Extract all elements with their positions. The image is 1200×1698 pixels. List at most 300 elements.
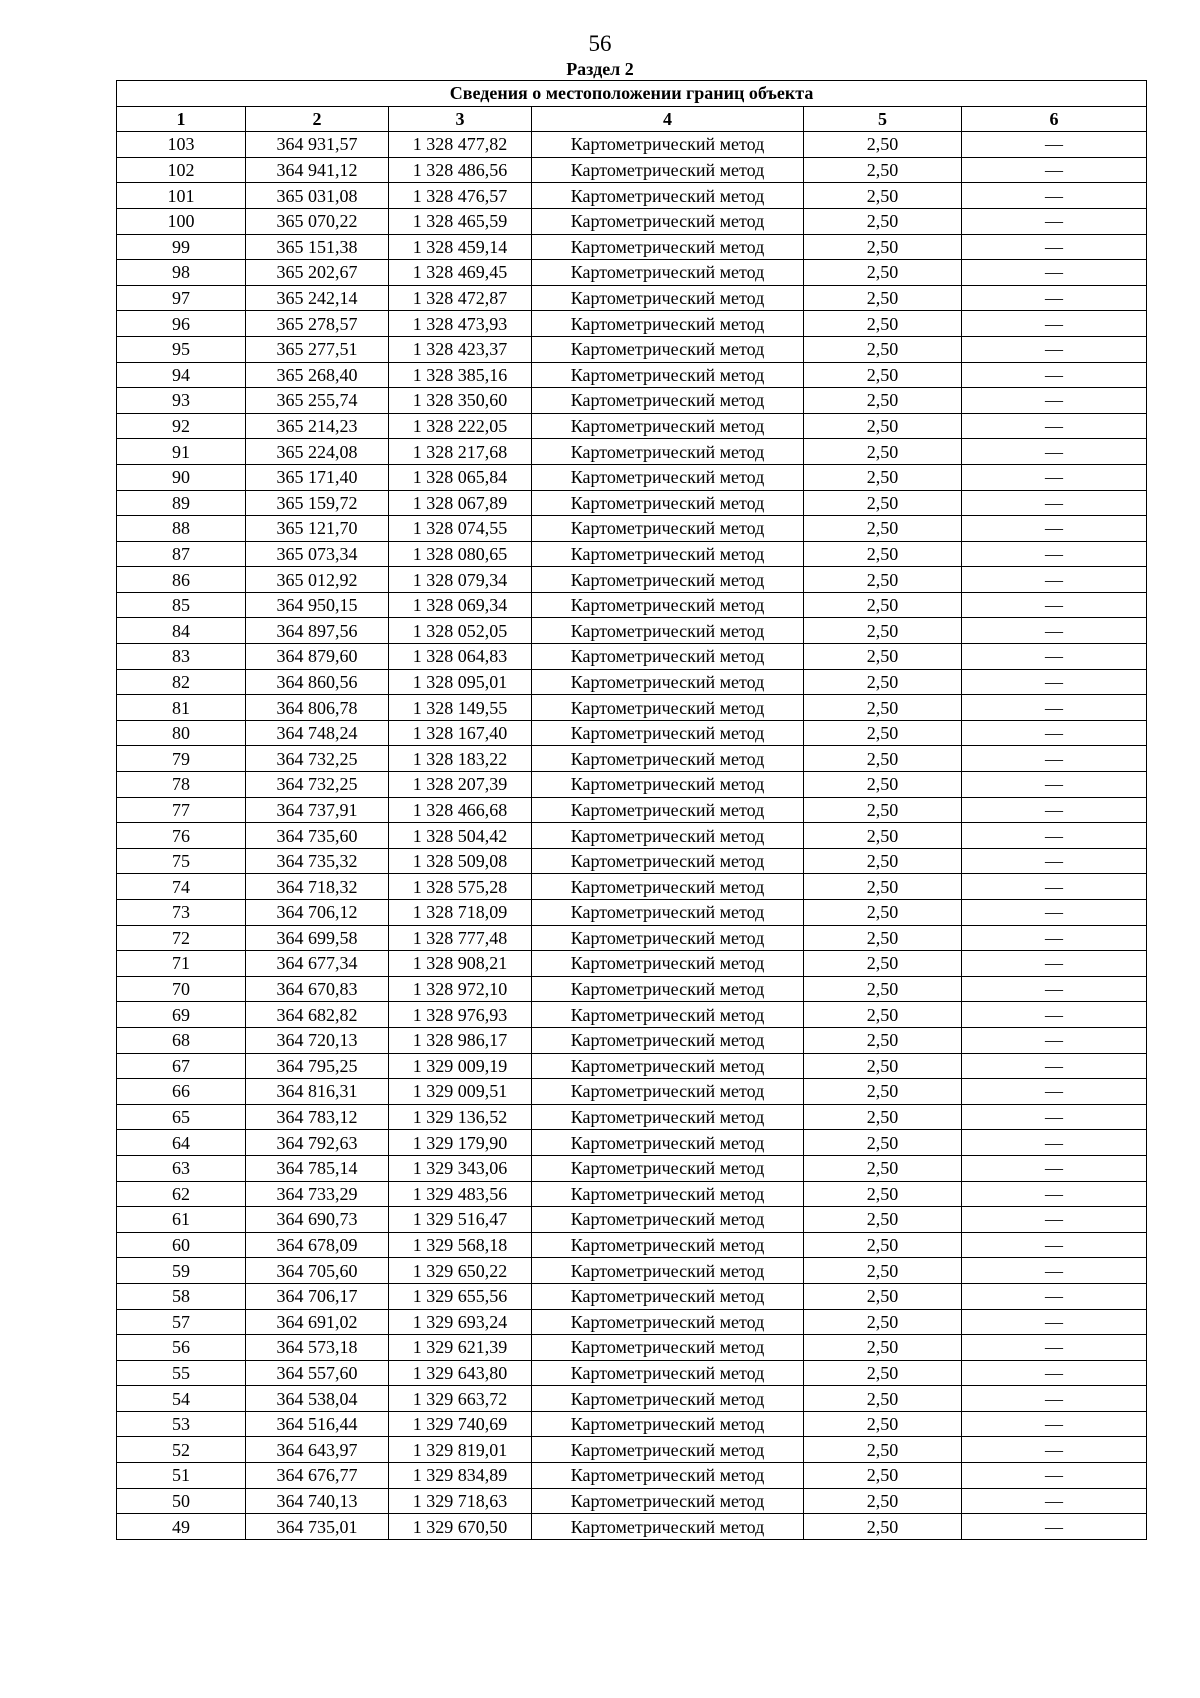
point-number-cell: 83 [117,644,246,670]
y-coordinate-cell: 1 329 516,47 [389,1207,532,1233]
method-cell: Картометрический метод [532,1079,804,1105]
table-row [117,439,1147,465]
accuracy-cell: 2,50 [804,695,962,721]
table-row [117,157,1147,183]
point-number-cell: 69 [117,1002,246,1028]
method-cell: Картометрический метод [532,1437,804,1463]
accuracy-cell: 2,50 [804,362,962,388]
y-coordinate-cell: 1 328 423,37 [389,336,532,362]
point-number-cell: 60 [117,1232,246,1258]
x-coordinate-cell: 365 070,22 [246,208,389,234]
point-number-cell: 55 [117,1360,246,1386]
x-coordinate-cell: 364 931,57 [246,132,389,158]
y-coordinate-cell: 1 328 972,10 [389,976,532,1002]
y-coordinate-cell: 1 328 207,39 [389,772,532,798]
method-cell: Картометрический метод [532,797,804,823]
x-coordinate-cell: 364 792,63 [246,1130,389,1156]
description-cell: — [962,208,1147,234]
accuracy-cell: 2,50 [804,490,962,516]
x-coordinate-cell: 364 718,32 [246,874,389,900]
description-cell: — [962,490,1147,516]
point-number-cell: 90 [117,464,246,490]
y-coordinate-cell: 1 328 466,68 [389,797,532,823]
page-number: 56 [588,31,612,56]
description-cell: — [962,1130,1147,1156]
table-row [117,976,1147,1002]
method-cell: Картометрический метод [532,900,804,926]
point-number-cell: 81 [117,695,246,721]
point-number-cell: 93 [117,388,246,414]
table-row [117,311,1147,337]
column-header: 5 [804,106,962,132]
y-coordinate-cell: 1 329 643,80 [389,1360,532,1386]
description-cell: — [962,1155,1147,1181]
x-coordinate-cell: 364 732,25 [246,746,389,772]
accuracy-cell: 2,50 [804,413,962,439]
y-coordinate-cell: 1 328 476,57 [389,183,532,209]
y-coordinate-cell: 1 329 693,24 [389,1309,532,1335]
accuracy-cell: 2,50 [804,900,962,926]
table-row [117,490,1147,516]
description-cell: — [962,1411,1147,1437]
method-cell: Картометрический метод [532,567,804,593]
point-number-cell: 77 [117,797,246,823]
y-coordinate-cell: 1 328 486,56 [389,157,532,183]
x-coordinate-cell: 364 733,29 [246,1181,389,1207]
table-row [117,746,1147,772]
table-row [117,1053,1147,1079]
method-cell: Картометрический метод [532,1488,804,1514]
method-cell: Картометрический метод [532,1463,804,1489]
method-cell: Картометрический метод [532,1258,804,1284]
method-cell: Картометрический метод [532,644,804,670]
table-row [117,260,1147,286]
y-coordinate-cell: 1 328 079,34 [389,567,532,593]
table-row [117,925,1147,951]
table-row [117,644,1147,670]
point-number-cell: 74 [117,874,246,900]
point-number-cell: 97 [117,285,246,311]
description-cell: — [962,1514,1147,1540]
method-cell: Картометрический метод [532,1411,804,1437]
description-cell: — [962,516,1147,542]
method-cell: Картометрический метод [532,1027,804,1053]
method-cell: Картометрический метод [532,1514,804,1540]
point-number-cell: 98 [117,260,246,286]
y-coordinate-cell: 1 328 504,42 [389,823,532,849]
y-coordinate-cell: 1 328 575,28 [389,874,532,900]
description-cell: — [962,157,1147,183]
accuracy-cell: 2,50 [804,1463,962,1489]
x-coordinate-cell: 364 678,09 [246,1232,389,1258]
method-cell: Картометрический метод [532,618,804,644]
table-row [117,1488,1147,1514]
description-cell: — [962,1232,1147,1258]
table-row [117,183,1147,209]
x-coordinate-cell: 364 670,83 [246,976,389,1002]
x-coordinate-cell: 364 785,14 [246,1155,389,1181]
x-coordinate-cell: 365 268,40 [246,362,389,388]
y-coordinate-cell: 1 329 621,39 [389,1335,532,1361]
accuracy-cell: 2,50 [804,874,962,900]
method-cell: Картометрический метод [532,132,804,158]
point-number-cell: 94 [117,362,246,388]
point-number-cell: 91 [117,439,246,465]
y-coordinate-cell: 1 328 976,93 [389,1002,532,1028]
x-coordinate-cell: 365 012,92 [246,567,389,593]
table-row [117,695,1147,721]
table-row [117,874,1147,900]
point-number-cell: 100 [117,208,246,234]
description-cell: — [962,336,1147,362]
table-row [117,336,1147,362]
description-cell: — [962,925,1147,951]
y-coordinate-cell: 1 329 834,89 [389,1463,532,1489]
table-row [117,388,1147,414]
table-row [117,1027,1147,1053]
point-number-cell: 53 [117,1411,246,1437]
method-cell: Картометрический метод [532,1155,804,1181]
y-coordinate-cell: 1 328 067,89 [389,490,532,516]
y-coordinate-cell: 1 329 819,01 [389,1437,532,1463]
description-cell: — [962,976,1147,1002]
accuracy-cell: 2,50 [804,1360,962,1386]
method-cell: Картометрический метод [532,490,804,516]
x-coordinate-cell: 364 806,78 [246,695,389,721]
point-number-cell: 75 [117,848,246,874]
point-number-cell: 59 [117,1258,246,1284]
table-row [117,464,1147,490]
accuracy-cell: 2,50 [804,1309,962,1335]
description-cell: — [962,644,1147,670]
method-cell: Картометрический метод [532,260,804,286]
description-cell: — [962,823,1147,849]
accuracy-cell: 2,50 [804,1232,962,1258]
y-coordinate-cell: 1 329 663,72 [389,1386,532,1412]
x-coordinate-cell: 364 941,12 [246,157,389,183]
description-cell: — [962,132,1147,158]
y-coordinate-cell: 1 329 718,63 [389,1488,532,1514]
description-cell: — [962,951,1147,977]
accuracy-cell: 2,50 [804,592,962,618]
point-number-cell: 73 [117,900,246,926]
table-row [117,1360,1147,1386]
y-coordinate-cell: 1 329 483,56 [389,1181,532,1207]
method-cell: Картометрический метод [532,746,804,772]
accuracy-cell: 2,50 [804,541,962,567]
description-cell: — [962,1207,1147,1233]
y-coordinate-cell: 1 329 136,52 [389,1104,532,1130]
description-cell: — [962,1386,1147,1412]
table-row [117,951,1147,977]
table-row [117,848,1147,874]
accuracy-cell: 2,50 [804,1130,962,1156]
accuracy-cell: 2,50 [804,1181,962,1207]
description-cell: — [962,1079,1147,1105]
method-cell: Картометрический метод [532,541,804,567]
accuracy-cell: 2,50 [804,1258,962,1284]
x-coordinate-cell: 364 706,12 [246,900,389,926]
point-number-cell: 82 [117,669,246,695]
accuracy-cell: 2,50 [804,132,962,158]
y-coordinate-cell: 1 329 009,51 [389,1079,532,1105]
method-cell: Картометрический метод [532,592,804,618]
y-coordinate-cell: 1 328 986,17 [389,1027,532,1053]
description-cell: — [962,439,1147,465]
accuracy-cell: 2,50 [804,1207,962,1233]
point-number-cell: 88 [117,516,246,542]
x-coordinate-cell: 365 171,40 [246,464,389,490]
x-coordinate-cell: 365 277,51 [246,336,389,362]
accuracy-cell: 2,50 [804,797,962,823]
table-row [117,592,1147,618]
method-cell: Картометрический метод [532,234,804,260]
description-cell: — [962,1053,1147,1079]
x-coordinate-cell: 364 706,17 [246,1283,389,1309]
accuracy-cell: 2,50 [804,260,962,286]
description-cell: — [962,362,1147,388]
y-coordinate-cell: 1 329 650,22 [389,1258,532,1284]
method-cell: Картометрический метод [532,1335,804,1361]
x-coordinate-cell: 364 676,77 [246,1463,389,1489]
method-cell: Картометрический метод [532,208,804,234]
table-row [117,1207,1147,1233]
table-row [117,1232,1147,1258]
x-coordinate-cell: 364 735,60 [246,823,389,849]
y-coordinate-cell: 1 329 740,69 [389,1411,532,1437]
method-cell: Картометрический метод [532,669,804,695]
x-coordinate-cell: 364 643,97 [246,1437,389,1463]
point-number-cell: 76 [117,823,246,849]
table-row [117,1463,1147,1489]
description-cell: — [962,797,1147,823]
y-coordinate-cell: 1 328 065,84 [389,464,532,490]
accuracy-cell: 2,50 [804,464,962,490]
method-cell: Картометрический метод [532,1181,804,1207]
accuracy-cell: 2,50 [804,925,962,951]
accuracy-cell: 2,50 [804,1002,962,1028]
accuracy-cell: 2,50 [804,234,962,260]
table-row [117,823,1147,849]
point-number-cell: 95 [117,336,246,362]
point-number-cell: 65 [117,1104,246,1130]
method-cell: Картометрический метод [532,362,804,388]
column-header: 6 [962,106,1147,132]
method-cell: Картометрический метод [532,1283,804,1309]
accuracy-cell: 2,50 [804,772,962,798]
table-body [117,132,1147,1540]
description-cell: — [962,464,1147,490]
table-row [117,1335,1147,1361]
point-number-cell: 66 [117,1079,246,1105]
y-coordinate-cell: 1 328 477,82 [389,132,532,158]
x-coordinate-cell: 364 677,34 [246,951,389,977]
column-header: 2 [246,106,389,132]
x-coordinate-cell: 365 151,38 [246,234,389,260]
method-cell: Картометрический метод [532,848,804,874]
x-coordinate-cell: 365 159,72 [246,490,389,516]
accuracy-cell: 2,50 [804,951,962,977]
accuracy-cell: 2,50 [804,439,962,465]
description-cell: — [962,900,1147,926]
method-cell: Картометрический метод [532,823,804,849]
y-coordinate-cell: 1 328 509,08 [389,848,532,874]
x-coordinate-cell: 364 735,01 [246,1514,389,1540]
point-number-cell: 63 [117,1155,246,1181]
accuracy-cell: 2,50 [804,848,962,874]
description-cell: — [962,1463,1147,1489]
column-header: 4 [532,106,804,132]
table-row [117,1002,1147,1028]
table-row [117,208,1147,234]
point-number-cell: 99 [117,234,246,260]
table-row [117,1079,1147,1105]
description-cell: — [962,311,1147,337]
method-cell: Картометрический метод [532,874,804,900]
table-row [117,772,1147,798]
table-row [117,541,1147,567]
x-coordinate-cell: 364 735,32 [246,848,389,874]
accuracy-cell: 2,50 [804,1104,962,1130]
table-row [117,1437,1147,1463]
method-cell: Картометрический метод [532,695,804,721]
y-coordinate-cell: 1 328 777,48 [389,925,532,951]
point-number-cell: 79 [117,746,246,772]
y-coordinate-cell: 1 328 080,65 [389,541,532,567]
description-cell: — [962,1104,1147,1130]
y-coordinate-cell: 1 328 052,05 [389,618,532,644]
description-cell: — [962,874,1147,900]
x-coordinate-cell: 364 816,31 [246,1079,389,1105]
column-header: 3 [389,106,532,132]
table-row [117,1181,1147,1207]
point-number-cell: 84 [117,618,246,644]
point-number-cell: 92 [117,413,246,439]
x-coordinate-cell: 364 740,13 [246,1488,389,1514]
method-cell: Картометрический метод [532,413,804,439]
method-cell: Картометрический метод [532,336,804,362]
boundary-coordinates-table [116,80,1147,1540]
x-coordinate-cell: 364 860,56 [246,669,389,695]
y-coordinate-cell: 1 329 568,18 [389,1232,532,1258]
x-coordinate-cell: 364 748,24 [246,720,389,746]
x-coordinate-cell: 364 879,60 [246,644,389,670]
table-row [117,413,1147,439]
point-number-cell: 89 [117,490,246,516]
x-coordinate-cell: 364 897,56 [246,618,389,644]
y-coordinate-cell: 1 328 465,59 [389,208,532,234]
table-row [117,234,1147,260]
table-row [117,132,1147,158]
table-row [117,516,1147,542]
accuracy-cell: 2,50 [804,669,962,695]
x-coordinate-cell: 364 720,13 [246,1027,389,1053]
y-coordinate-cell: 1 328 350,60 [389,388,532,414]
x-coordinate-cell: 365 214,23 [246,413,389,439]
x-coordinate-cell: 365 278,57 [246,311,389,337]
accuracy-cell: 2,50 [804,157,962,183]
accuracy-cell: 2,50 [804,285,962,311]
point-number-cell: 57 [117,1309,246,1335]
point-number-cell: 54 [117,1386,246,1412]
table-row [117,362,1147,388]
description-cell: — [962,1027,1147,1053]
accuracy-cell: 2,50 [804,1027,962,1053]
column-header: 1 [117,106,246,132]
point-number-cell: 71 [117,951,246,977]
point-number-cell: 56 [117,1335,246,1361]
method-cell: Картометрический метод [532,464,804,490]
point-number-cell: 101 [117,183,246,209]
description-cell: — [962,746,1147,772]
y-coordinate-cell: 1 328 074,55 [389,516,532,542]
table-row [117,1283,1147,1309]
point-number-cell: 85 [117,592,246,618]
accuracy-cell: 2,50 [804,1335,962,1361]
x-coordinate-cell: 364 950,15 [246,592,389,618]
accuracy-cell: 2,50 [804,336,962,362]
table-row [117,1258,1147,1284]
description-cell: — [962,388,1147,414]
description-cell: — [962,1002,1147,1028]
method-cell: Картометрический метод [532,1053,804,1079]
method-cell: Картометрический метод [532,157,804,183]
accuracy-cell: 2,50 [804,1283,962,1309]
accuracy-cell: 2,50 [804,1488,962,1514]
x-coordinate-cell: 364 783,12 [246,1104,389,1130]
description-cell: — [962,720,1147,746]
method-cell: Картометрический метод [532,388,804,414]
y-coordinate-cell: 1 329 670,50 [389,1514,532,1540]
table-caption: Сведения о местоположении границ объекта [117,81,1147,107]
description-cell: — [962,1309,1147,1335]
point-number-cell: 62 [117,1181,246,1207]
y-coordinate-cell: 1 328 149,55 [389,695,532,721]
method-cell: Картометрический метод [532,285,804,311]
method-cell: Картометрический метод [532,951,804,977]
accuracy-cell: 2,50 [804,311,962,337]
method-cell: Картометрический метод [532,1002,804,1028]
method-cell: Картометрический метод [532,439,804,465]
accuracy-cell: 2,50 [804,1155,962,1181]
y-coordinate-cell: 1 328 069,34 [389,592,532,618]
table-row [117,1514,1147,1540]
point-number-cell: 51 [117,1463,246,1489]
method-cell: Картометрический метод [532,311,804,337]
description-cell: — [962,567,1147,593]
x-coordinate-cell: 365 121,70 [246,516,389,542]
table-row [117,618,1147,644]
table-row [117,900,1147,926]
description-cell: — [962,413,1147,439]
x-coordinate-cell: 364 737,91 [246,797,389,823]
x-coordinate-cell: 364 795,25 [246,1053,389,1079]
accuracy-cell: 2,50 [804,208,962,234]
table-row [117,285,1147,311]
method-cell: Картометрический метод [532,976,804,1002]
accuracy-cell: 2,50 [804,746,962,772]
x-coordinate-cell: 364 691,02 [246,1309,389,1335]
description-cell: — [962,1360,1147,1386]
method-cell: Картометрический метод [532,925,804,951]
method-cell: Картометрический метод [532,1232,804,1258]
x-coordinate-cell: 364 573,18 [246,1335,389,1361]
method-cell: Картометрический метод [532,1360,804,1386]
method-cell: Картометрический метод [532,183,804,209]
table-row [117,567,1147,593]
method-cell: Картометрический метод [532,1309,804,1335]
point-number-cell: 64 [117,1130,246,1156]
